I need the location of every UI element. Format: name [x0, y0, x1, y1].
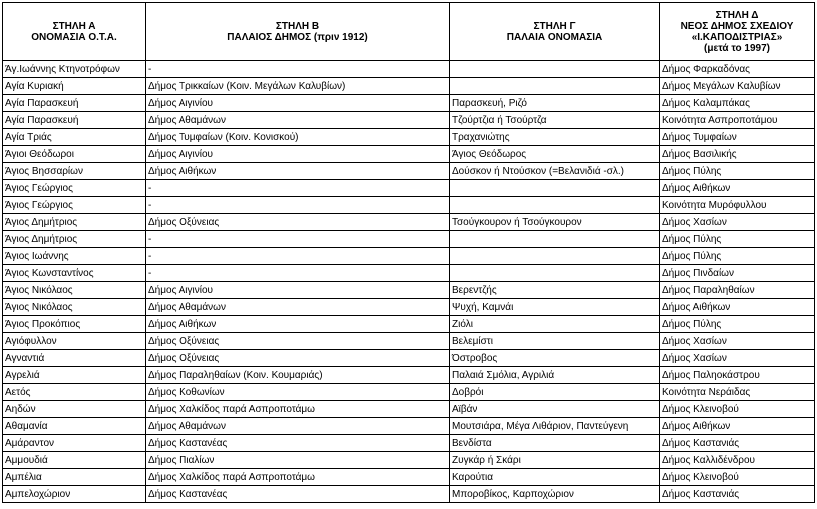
cell-old-municipality: Δήμος Αιθήκων: [146, 316, 450, 333]
header-col-a: ΣΤΗΛΗ Α ΟΝΟΜΑΣΙΑ Ο.Τ.Α.: [3, 3, 146, 61]
cell-new-municipality: Δήμος Μεγάλων Καλυβίων: [660, 78, 815, 95]
table-row: [3, 180, 815, 197]
cell-old-name: Ψυχή, Καμνάι: [450, 299, 660, 316]
table-row: [3, 163, 815, 180]
table-row: [3, 146, 815, 163]
cell-municipality-name: Άγιος Γεώργιος: [3, 180, 146, 197]
cell-old-name: Καρούτια: [450, 469, 660, 486]
cell-old-name: Δούσκον ή Ντούσκον (=Βελανιδιά -σλ.): [450, 163, 660, 180]
cell-municipality-name: Αμμουδιά: [3, 452, 146, 469]
cell-new-municipality: Δήμος Χασίων: [660, 333, 815, 350]
table-row: [3, 197, 815, 214]
cell-new-municipality: Δήμος Πύλης: [660, 248, 815, 265]
cell-old-municipality: Δήμος Τυμφαίων (Κοιν. Κονισκού): [146, 129, 450, 146]
cell-old-name: [450, 231, 660, 248]
table-row: [3, 112, 815, 129]
cell-municipality-name: Άγ.Ιωάννης Κτηνοτρόφων: [3, 61, 146, 78]
cell-new-municipality: Δήμος Αιθήκων: [660, 418, 815, 435]
cell-municipality-name: Αετός: [3, 384, 146, 401]
cell-old-name: Τραχανιώτης: [450, 129, 660, 146]
cell-old-name: Βερεντζής: [450, 282, 660, 299]
table-row: [3, 248, 815, 265]
cell-municipality-name: Άγιος Νικόλαος: [3, 282, 146, 299]
table-row: [3, 78, 815, 95]
cell-new-municipality: Δήμος Καστανιάς: [660, 435, 815, 452]
cell-old-municipality: Δήμος Αθαμάνων: [146, 299, 450, 316]
cell-old-municipality: Δήμος Αθαμάνων: [146, 418, 450, 435]
data-table: [2, 2, 815, 503]
cell-old-name: [450, 78, 660, 95]
table-row: [3, 350, 815, 367]
cell-old-name: Άγιος Θεόδωρος: [450, 146, 660, 163]
cell-municipality-name: Άγιοι Θεόδωροι: [3, 146, 146, 163]
cell-old-municipality: -: [146, 197, 450, 214]
cell-old-name: Όστροβος: [450, 350, 660, 367]
cell-new-municipality: Δήμος Καλαμπάκας: [660, 95, 815, 112]
cell-old-municipality: Δήμος Πιαλίων: [146, 452, 450, 469]
cell-old-name: Βελεμίστι: [450, 333, 660, 350]
cell-old-municipality: -: [146, 265, 450, 282]
table-row: [3, 452, 815, 469]
cell-new-municipality: Δήμος Βασιλικής: [660, 146, 815, 163]
table-row: [3, 282, 815, 299]
cell-old-name: Αϊβάν: [450, 401, 660, 418]
cell-old-name: Παλαιά Σμόλια, Αγριλιά: [450, 367, 660, 384]
cell-municipality-name: Αγία Τριάς: [3, 129, 146, 146]
cell-old-name: Ζυγκάρ ή Σκάρι: [450, 452, 660, 469]
cell-old-municipality: Δήμος Χαλκίδος παρά Ασπροποτάμω: [146, 401, 450, 418]
cell-old-municipality: -: [146, 61, 450, 78]
cell-municipality-name: Αμπελοχώριον: [3, 486, 146, 503]
cell-old-municipality: Δήμος Οξύνειας: [146, 214, 450, 231]
cell-municipality-name: Αηδών: [3, 401, 146, 418]
cell-new-municipality: Δήμος Καλλιδένδρου: [660, 452, 815, 469]
cell-old-name: Δοβρόι: [450, 384, 660, 401]
cell-old-municipality: Δήμος Παραληθαίων (Κοιν. Κουμαριάς): [146, 367, 450, 384]
cell-municipality-name: Αγιόφυλλον: [3, 333, 146, 350]
table-row: [3, 333, 815, 350]
cell-municipality-name: Αγία Παρασκευή: [3, 112, 146, 129]
cell-new-municipality: Δήμος Παληοκάστρου: [660, 367, 815, 384]
cell-old-name: Τζούρτζια ή Τσούρτζα: [450, 112, 660, 129]
cell-municipality-name: Άγιος Προκόπιος: [3, 316, 146, 333]
cell-old-name: [450, 248, 660, 265]
table-row: [3, 265, 815, 282]
table-row: [3, 469, 815, 486]
cell-old-municipality: Δήμος Αιθήκων: [146, 163, 450, 180]
cell-new-municipality: Κοινότητα Ασπροποτάμου: [660, 112, 815, 129]
cell-municipality-name: Άγιος Δημήτριος: [3, 231, 146, 248]
cell-new-municipality: Δήμος Πύλης: [660, 163, 815, 180]
cell-old-municipality: -: [146, 180, 450, 197]
cell-old-name: [450, 265, 660, 282]
cell-old-name: Παρασκευή, Ριζό: [450, 95, 660, 112]
cell-old-name: Τσούγκουρον ή Τσούγκουρον: [450, 214, 660, 231]
table-row: [3, 435, 815, 452]
header-col-d: ΣΤΗΛΗ Δ ΝΕΟΣ ΔΗΜΟΣ ΣΧΕΔΙΟΥ «Ι.ΚΑΠΟΔΙΣΤΡΙΑΣ» (μετά το 1997): [660, 3, 815, 61]
cell-old-municipality: Δήμος Καστανέας: [146, 435, 450, 452]
cell-municipality-name: Αμπέλια: [3, 469, 146, 486]
cell-municipality-name: Αθαμανία: [3, 418, 146, 435]
cell-new-municipality: Δήμος Χασίων: [660, 350, 815, 367]
cell-old-name: Μουτσιάρα, Μέγα Λιθάριον, Παντεύγενη: [450, 418, 660, 435]
table-row: [3, 384, 815, 401]
cell-new-municipality: Δήμος Φαρκαδόνας: [660, 61, 815, 78]
cell-new-municipality: Δήμος Τυμφαίων: [660, 129, 815, 146]
cell-old-municipality: Δήμος Χαλκίδος παρά Ασπροποτάμω: [146, 469, 450, 486]
table-row: [3, 367, 815, 384]
cell-new-municipality: Δήμος Πύλης: [660, 316, 815, 333]
cell-municipality-name: Άγιος Νικόλαος: [3, 299, 146, 316]
cell-old-name: [450, 61, 660, 78]
cell-municipality-name: Αγναντιά: [3, 350, 146, 367]
table-row: [3, 316, 815, 333]
table-row: [3, 418, 815, 435]
cell-new-municipality: Δήμος Αιθήκων: [660, 299, 815, 316]
cell-municipality-name: Άγιος Ιωάννης: [3, 248, 146, 265]
cell-municipality-name: Αγία Κυριακή: [3, 78, 146, 95]
cell-municipality-name: Άγιος Κωνσταντίνος: [3, 265, 146, 282]
cell-municipality-name: Άγιος Δημήτριος: [3, 214, 146, 231]
cell-old-municipality: Δήμος Αιγινίου: [146, 282, 450, 299]
cell-new-municipality: Δήμος Καστανιάς: [660, 486, 815, 503]
cell-old-name: Ζιόλι: [450, 316, 660, 333]
cell-old-municipality: Δήμος Καστανέας: [146, 486, 450, 503]
cell-old-municipality: Δήμος Αιγινίου: [146, 95, 450, 112]
table-row: [3, 61, 815, 78]
cell-new-municipality: Δήμος Κλεινοβού: [660, 469, 815, 486]
cell-old-municipality: Δήμος Οξύνειας: [146, 333, 450, 350]
cell-new-municipality: Δήμος Χασίων: [660, 214, 815, 231]
table-row: [3, 129, 815, 146]
cell-new-municipality: Κοινότητα Νεράιδας: [660, 384, 815, 401]
table-row: [3, 299, 815, 316]
header-col-c: ΣΤΗΛΗ Γ ΠΑΛΑΙΑ ΟΝΟΜΑΣΙΑ: [450, 3, 660, 61]
cell-old-municipality: -: [146, 231, 450, 248]
header-row: [3, 3, 815, 61]
cell-new-municipality: Δήμος Πινδαίων: [660, 265, 815, 282]
table-row: [3, 214, 815, 231]
cell-new-municipality: Δήμος Παραληθαίων: [660, 282, 815, 299]
table-row: [3, 231, 815, 248]
cell-new-municipality: Δήμος Πύλης: [660, 231, 815, 248]
cell-old-municipality: Δήμος Οξύνειας: [146, 350, 450, 367]
cell-old-name: [450, 197, 660, 214]
header-col-b: ΣΤΗΛΗ Β ΠΑΛΑΙΟΣ ΔΗΜΟΣ (πριν 1912): [146, 3, 450, 61]
cell-old-municipality: Δήμος Τρικκαίων (Κοιν. Μεγάλων Καλυβίων): [146, 78, 450, 95]
cell-old-name: Βενδίστα: [450, 435, 660, 452]
cell-old-name: [450, 180, 660, 197]
cell-municipality-name: Αγρελιά: [3, 367, 146, 384]
cell-old-municipality: -: [146, 248, 450, 265]
cell-old-municipality: Δήμος Κοθωνίων: [146, 384, 450, 401]
cell-municipality-name: Άγιος Βησσαρίων: [3, 163, 146, 180]
table-body: [3, 61, 815, 503]
table-row: [3, 486, 815, 503]
cell-new-municipality: Δήμος Κλεινοβού: [660, 401, 815, 418]
table-row: [3, 401, 815, 418]
cell-old-municipality: Δήμος Αιγινίου: [146, 146, 450, 163]
cell-municipality-name: Αμάραντον: [3, 435, 146, 452]
cell-municipality-name: Άγιος Γεώργιος: [3, 197, 146, 214]
cell-old-municipality: Δήμος Αθαμάνων: [146, 112, 450, 129]
cell-municipality-name: Αγία Παρασκευή: [3, 95, 146, 112]
table-row: [3, 95, 815, 112]
cell-new-municipality: Δήμος Αιθήκων: [660, 180, 815, 197]
cell-new-municipality: Κοινότητα Μυρόφυλλου: [660, 197, 815, 214]
cell-old-name: Μπορoβίκος, Καρποχώριον: [450, 486, 660, 503]
